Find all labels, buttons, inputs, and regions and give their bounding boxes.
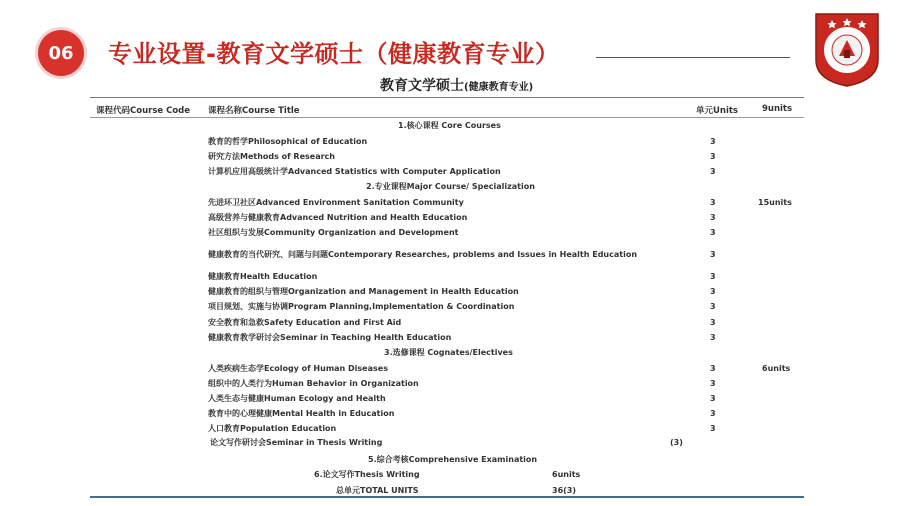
units-cell: 3 bbox=[710, 409, 716, 418]
units-cell: 3 bbox=[710, 318, 716, 327]
units-cell: 3 bbox=[710, 228, 716, 237]
section-row: 5.综合考核Comprehensive Examination bbox=[368, 455, 538, 464]
units-cell: 3 bbox=[710, 302, 716, 311]
table-row: 组织中的人类行为Human Behavior in Organization bbox=[208, 379, 419, 388]
table-row: 高级营养与健康教育Advanced Nutrition and Health Education bbox=[208, 213, 468, 222]
units-cell: 36(3) bbox=[552, 486, 577, 495]
section-row: 6.论文写作Thesis Writing bbox=[314, 470, 420, 479]
university-seal-icon bbox=[810, 10, 884, 88]
table-row: 先进环卫社区Advanced Environment Sanitation Community bbox=[208, 198, 464, 207]
units-cell: 3 bbox=[710, 394, 716, 403]
units-cell: 3 bbox=[710, 167, 716, 176]
table-heading bbox=[380, 75, 533, 95]
table-row: 健康教育Health Education bbox=[208, 272, 318, 281]
units-cell: 3 bbox=[710, 152, 716, 161]
section-number-badge: 06 bbox=[38, 30, 84, 76]
units-cell: (3) bbox=[670, 438, 683, 447]
table-row: 安全教育和急救Safety Education and First Aid bbox=[208, 318, 402, 327]
table-heading-sub: (健康教育专业) bbox=[464, 82, 534, 93]
slide-title: 专业设置-教育文学硕士（健康教育专业） bbox=[108, 40, 560, 68]
table-row: 健康教育教学研讨会Seminar in Teaching Health Education bbox=[208, 333, 452, 342]
table-row: 社区组织与发展Community Organization and Development bbox=[208, 228, 459, 237]
units-cell: 3 bbox=[710, 272, 716, 281]
table-row: 人口教育Population Education bbox=[208, 424, 337, 433]
units-cell: 3 bbox=[710, 250, 716, 259]
header-course-code: 课程代码Course Code bbox=[96, 106, 191, 116]
section-row: 总单元TOTAL UNITS bbox=[336, 486, 419, 495]
units-cell: 6units bbox=[552, 470, 581, 479]
table-row: 健康教育的组织与管理Organization and Management in Health Education bbox=[208, 287, 519, 296]
section-row: 1.核心课程 Core Courses bbox=[398, 121, 501, 130]
units-cell: 3 bbox=[710, 213, 716, 222]
total-units-cell: 6units bbox=[762, 364, 791, 373]
table-row: 论文写作研讨会Seminar in Thesis Writing bbox=[210, 438, 383, 447]
table-row: 项目规划、实施与协调Program Planning,Implementation & Coordination bbox=[208, 302, 515, 311]
header-total-units: 9units bbox=[762, 104, 793, 114]
total-units-cell: 15units bbox=[758, 198, 792, 207]
units-cell: 3 bbox=[710, 424, 716, 433]
header-divider bbox=[90, 117, 804, 118]
section-row: 3.选修课程 Cognates/Electives bbox=[384, 348, 513, 357]
table-row: 研究方法Methods of Research bbox=[208, 152, 335, 161]
table-row: 计算机应用高级统计学Advanced Statistics with Computer Application bbox=[208, 167, 501, 176]
table-heading-main: 教育文学硕士 bbox=[380, 78, 464, 94]
table-bottom-border bbox=[90, 496, 804, 498]
header-course-title: 课程名称Course Title bbox=[208, 106, 300, 116]
table-top-border bbox=[90, 97, 804, 98]
units-cell: 3 bbox=[710, 287, 716, 296]
units-cell: 3 bbox=[710, 364, 716, 373]
title-divider bbox=[596, 57, 790, 58]
units-cell: 3 bbox=[710, 379, 716, 388]
table-row: 人类生态与健康Human Ecology and Health bbox=[208, 394, 386, 403]
units-cell: 3 bbox=[710, 333, 716, 342]
units-cell: 3 bbox=[710, 137, 716, 146]
units-cell: 3 bbox=[710, 198, 716, 207]
table-row: 人类疾病生态学Ecology of Human Diseases bbox=[208, 364, 388, 373]
section-row: 2.专业课程Major Course/ Specialization bbox=[366, 182, 535, 191]
table-row: 教育中的心理健康Mental Health in Education bbox=[208, 409, 395, 418]
header-units: 单元Units bbox=[696, 106, 738, 116]
table-row: 健康教育的当代研究、问题与问题Contemporary Researches, problems and Issues in Health Education bbox=[208, 250, 638, 259]
table-row: 教育的哲学Philosophical of Education bbox=[208, 137, 368, 146]
